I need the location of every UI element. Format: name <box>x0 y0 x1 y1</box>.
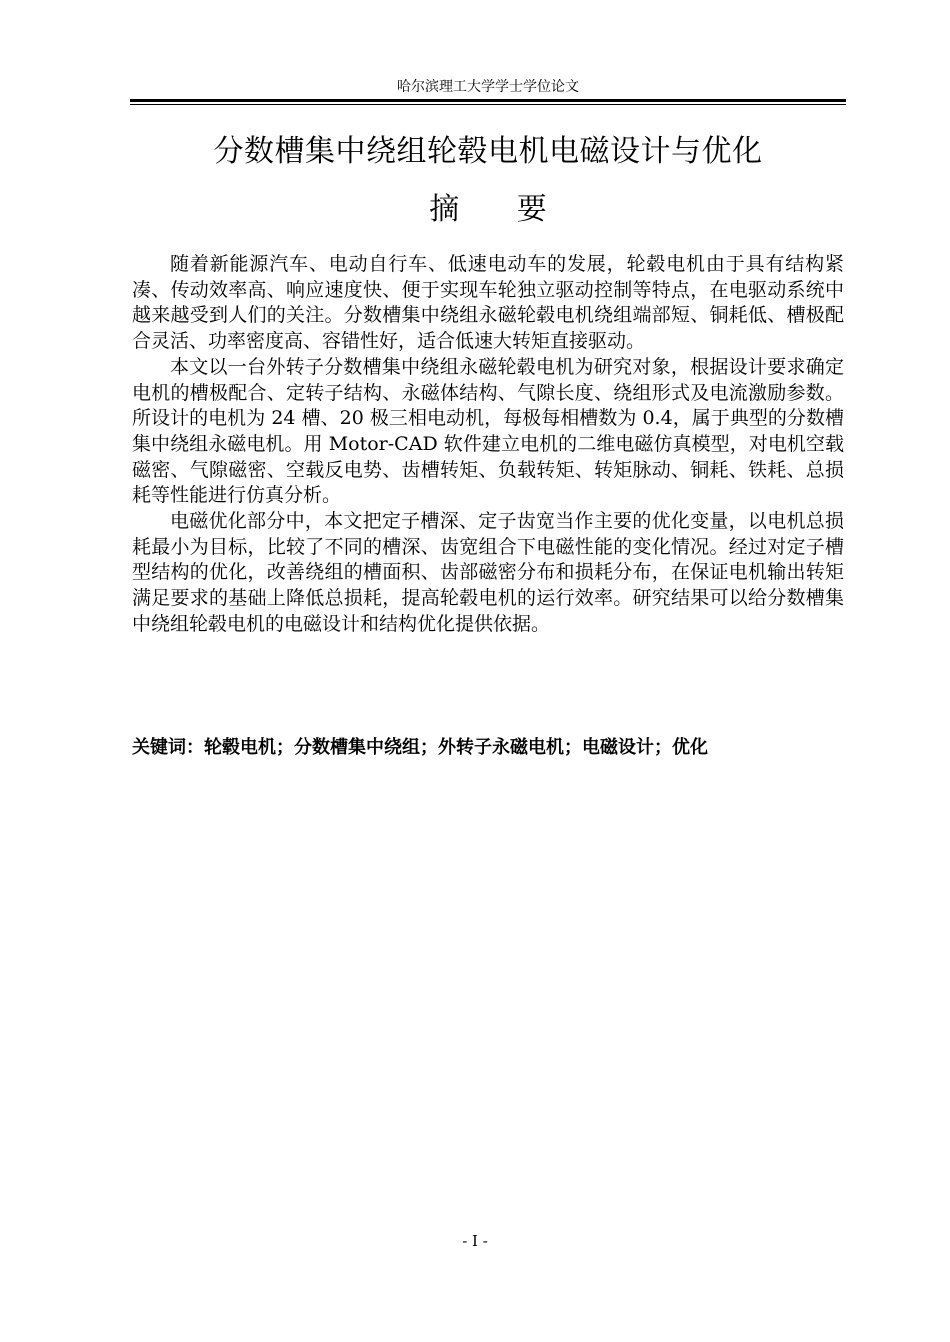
abstract-body <box>132 252 844 638</box>
page-number: - I - <box>462 1232 488 1250</box>
header-rule-thick <box>130 99 846 102</box>
abstract-paragraph-1: 随着新能源汽车、电动自行车、低速电动车的发展，轮毂电机由于具有结构紧凑、传动效率高、响应速度快、便于实现车轮独立驱动控制等特点，在电驱动系统中越来越受到人们的关注。分数槽集中绕组永磁轮毂电机绕组端部短、铜耗低、槽极配合灵活、功率密度高、容错性好，适合低速大转矩直接驱动。 <box>132 253 844 353</box>
abstract-paragraph-2: 本文以一台外转子分数槽集中绕组永磁轮毂电机为研究对象，根据设计要求确定电机的槽极配合、定转子结构、永磁体结构、气隙长度、绕组形式及电流激励参数。所设计的电机为 24 槽、20 极三相电动机，每极每相槽数为 0.4，属于典型的分数槽集中绕组永磁电机。用 Motor-CAD 软件建立电机的二维电磁仿真模型，对电机空载磁密、气隙磁密、空载反电势、齿槽转矩、负载转矩、转矩脉动、铜耗、铁耗、总损耗等性能进行仿真分析。 <box>132 355 844 507</box>
abstract-heading: 摘 要 <box>429 192 571 227</box>
header-rule-thin <box>130 104 846 105</box>
running-header: 哈尔滨理工大学学士学位论文 <box>397 79 579 95</box>
thesis-title: 分数槽集中绕组轮毂电机电磁设计与优化 <box>213 134 763 169</box>
abstract-paragraph-3: 电磁优化部分中，本文把定子槽深、定子齿宽当作主要的优化变量，以电机总损耗最小为目标，比较了不同的槽深、齿宽组合下电磁性能的变化情况。经过对定子槽型结构的优化，改善绕组的槽面积、齿部磁密分布和损耗分布，在保证电机输出转矩满足要求的基础上降低总损耗，提高轮毂电机的运行效率。研究结果可以给分数槽集中绕组轮毂电机的电磁设计和结构优化提供依据。 <box>132 510 844 635</box>
keywords-line: 关键词：轮毂电机；分数槽集中绕组；外转子永磁电机；电磁设计；优化 <box>132 737 708 758</box>
